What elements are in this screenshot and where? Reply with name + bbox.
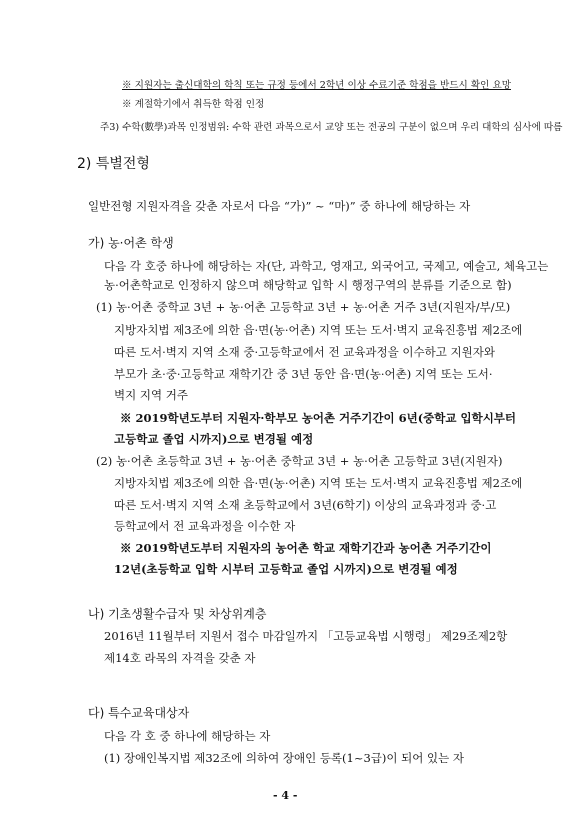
rural-item2-note-line1: ※ 2019학년도부터 지원자의 농어촌 학교 재학기간과 농어촌 거주기간이 [120, 541, 492, 555]
note-math-range: 주3) 수학(數學)과목 인정범위: 수학 관련 과목으로서 교양 또는 전공의 구분이 없으며 우리 대학의 심사에 따름 [100, 122, 563, 133]
rural-item1-title: (1) 농·어촌 중학교 3년 + 농·어촌 고등학교 3년 + 농·어촌 거주 3년(지원자/부/모) [96, 300, 511, 314]
rural-desc-line2: 농·어촌학교로 인정하지 않으며 해당학교 입학 시 행정구역의 분류를 기준으로 함) [104, 278, 512, 292]
rural-item2-line1: 지방자치법 제3조에 의한 읍·면(농·어촌) 지역 또는 도서·벽지 교육진흥법 제2조에 [114, 476, 523, 490]
rural-item1-line4: 벽지 지역 거주 [114, 388, 188, 402]
subsection-heading-rural: 가) 농·어촌 학생 [88, 236, 174, 250]
rural-item1-line1: 지방자치법 제3조에 의한 읍·면(농·어촌) 지역 또는 도서·벽지 교육진흥법 제2조에 [114, 323, 523, 337]
rural-item1-note-line2: 고등학교 졸업 시까지)으로 변경될 예정 [114, 432, 314, 446]
basic-livelihood-line1: 2016년 11월부터 지원서 접수 마감일까지 「고등교육법 시행령」 제29조제2항 [104, 629, 508, 643]
special-education-line2: (1) 장애인복지법 제32조에 의하여 장애인 등록(1~3급)이 되어 있는 자 [104, 751, 465, 765]
section-title: 2) 특별전형 [77, 156, 150, 172]
rural-item2-line3: 등학교에서 전 교육과정을 이수한 자 [114, 519, 296, 533]
rural-item1-line3: 부모가 초·중·고등학교 재학기간 중 3년 동안 읍·면(농·어촌) 지역 또는 도서· [114, 367, 493, 381]
subsection-heading-basic-livelihood: 나) 기초생활수급자 및 차상위계층 [88, 607, 267, 621]
note-credit-check: ※ 지원자는 출신대학의 학칙 또는 규정 등에서 2학년 이상 수료기준 학점을 반드시 확인 요망 [122, 80, 511, 91]
rural-desc-line1: 다음 각 호중 하나에 해당하는 자(단, 과학고, 영재고, 외국어고, 국제고, 예술고, 체육고는 [104, 259, 549, 273]
rural-item1-note-line1: ※ 2019학년도부터 지원자·학부모 농어촌 거주기간이 6년(중학교 입학시부터 [120, 411, 517, 425]
rural-item2-title: (2) 농·어촌 초등학교 3년 + 농·어촌 중학교 3년 + 농·어촌 고등학교 3년(지원자) [96, 454, 503, 468]
basic-livelihood-line2: 제14호 라목의 자격을 갖춘 자 [104, 651, 256, 665]
rural-item2-line2: 따른 도서·벽지 지역 소재 초등학교에서 3년(6학기) 이상의 교육과정과 중·고 [114, 498, 497, 512]
rural-item2-note-line2: 12년(초등학교 입학 시부터 고등학교 졸업 시까지)으로 변경될 예정 [114, 562, 458, 576]
section-intro: 일반전형 지원자격을 갖춘 자로서 다음 “가)” ~ “마)” 중 하나에 해당하는 자 [88, 199, 471, 213]
note-seasonal-credit: ※ 계절학기에서 취득한 학점 인정 [122, 99, 265, 110]
special-education-line1: 다음 각 호 중 하나에 해당하는 자 [104, 729, 271, 743]
page-number: - 4 - [273, 789, 298, 802]
subsection-heading-special-education: 다) 특수교육대상자 [88, 706, 190, 720]
rural-item1-line2: 따른 도서·벽지 지역 소재 중·고등학교에서 전 교육과정을 이수하고 지원자와 [114, 345, 495, 359]
